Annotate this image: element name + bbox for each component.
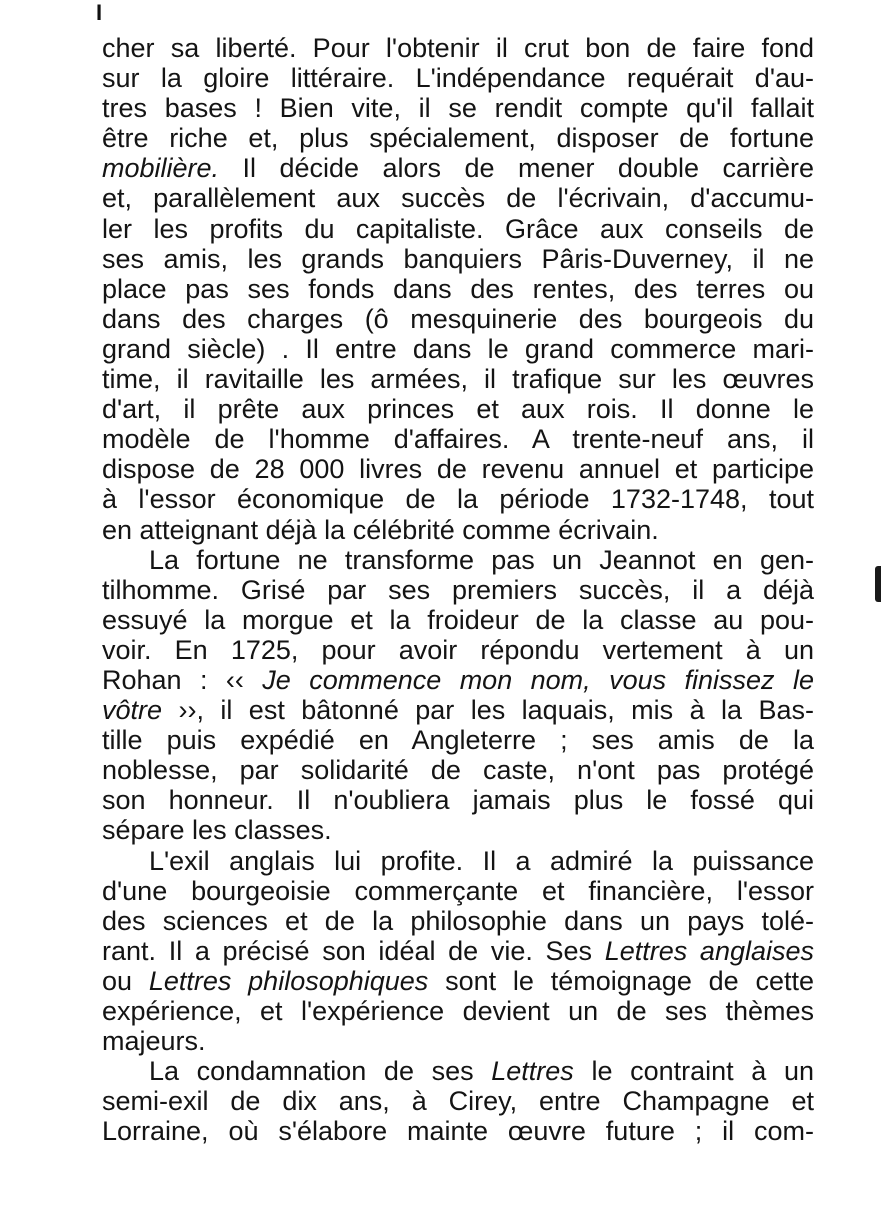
text-line xyxy=(102,63,814,93)
text-line xyxy=(102,906,814,936)
text-run: tres bases ! Bien vite, il se rendit compte qu'il fallait xyxy=(102,93,814,124)
text-line xyxy=(102,454,814,484)
text-run: ses amis, les grands banquiers Pâris-Duverney, il ne xyxy=(102,243,814,274)
italic-text: mobilière. xyxy=(102,153,220,184)
text-run: ou xyxy=(102,965,149,996)
text-line xyxy=(102,725,814,755)
text-line xyxy=(102,424,814,454)
text-line xyxy=(102,785,814,815)
text-line xyxy=(102,876,814,906)
text-run: son honneur. Il n'oubliera jamais plus le fossé qui xyxy=(102,785,814,816)
text-run: dans des charges (ô mesquinerie des bourgeois du xyxy=(102,303,814,334)
text-run: La fortune ne transforme pas un Jeannot en gen- xyxy=(149,544,814,575)
text-run: L'exil anglais lui profite. Il a admiré la puissance xyxy=(149,845,814,876)
text-line xyxy=(102,364,814,394)
text-line xyxy=(102,846,814,876)
text-run: d'art, il prête aux princes et aux rois. Il donne le xyxy=(102,394,814,425)
text-line xyxy=(102,334,814,364)
text-line xyxy=(102,936,814,966)
text-run: Rohan : ‹‹ xyxy=(102,664,263,695)
text-line xyxy=(102,394,814,424)
text-line xyxy=(102,1116,814,1146)
text-run: et, parallèlement aux succès de l'écrivain, d'accumu- xyxy=(102,183,814,214)
text-run: dispose de 28 000 livres de revenu annuel et participe xyxy=(102,454,814,485)
text-line xyxy=(102,1086,814,1116)
text-run: ››, il est bâtonné par les laquais, mis à la Bas- xyxy=(162,695,814,726)
italic-text: Lettres philosophiques xyxy=(148,965,429,996)
text-line xyxy=(102,214,814,244)
text-line xyxy=(102,635,814,665)
text-run: des sciences et de la philosophie dans un pays tolé- xyxy=(102,905,814,936)
text-run: rant. Il a précisé son idéal de vie. Ses xyxy=(102,935,605,966)
text-run: expérience, et l'expérience devient un de ses thèmes xyxy=(102,996,814,1026)
text-line xyxy=(102,605,814,635)
text-run: cher sa liberté. Pour l'obtenir il crut bon de faire fond xyxy=(102,33,814,63)
text-run: semi-exil de dix ans, à Cirey, entre Champagne et xyxy=(102,1086,814,1117)
text-run: time, il ravitaille les armées, il trafique sur les œuvres xyxy=(102,364,814,395)
italic-text: vôtre xyxy=(102,695,163,726)
text-line xyxy=(102,1026,814,1056)
text-line xyxy=(102,545,814,575)
text-line xyxy=(102,274,814,304)
text-line xyxy=(102,93,814,123)
text-run: sur la gloire littéraire. L'indépendance requérait d'au- xyxy=(102,63,814,94)
text-run: majeurs. xyxy=(102,1026,206,1057)
text-line xyxy=(102,33,814,63)
text-run: voir. En 1725, pour avoir répondu vertement à un xyxy=(102,634,814,665)
text-run: La condamnation de ses xyxy=(149,1056,492,1087)
text-line xyxy=(102,755,814,785)
text-line xyxy=(102,484,814,514)
text-run: tille puis expédié en Angleterre ; ses amis de la xyxy=(102,725,814,756)
text-line xyxy=(102,515,814,545)
text-line xyxy=(102,244,814,274)
text-run: d'une bourgeoisie commerçante et financière, l'essor xyxy=(102,875,814,906)
italic-text: Lettres xyxy=(491,1056,574,1087)
text-run: sépare les classes. xyxy=(102,815,332,846)
text-line xyxy=(102,665,814,695)
text-run: essuyé la morgue et la froideur de la classe au pou- xyxy=(102,604,814,635)
text-line xyxy=(102,153,814,183)
text-run: modèle de l'homme d'affaires. A trente-neuf ans, il xyxy=(102,424,814,455)
text-run: sont le témoignage de cette xyxy=(428,965,814,996)
text-line xyxy=(102,966,814,996)
text-run: le contraint à un xyxy=(573,1056,814,1087)
text-line xyxy=(102,1056,814,1086)
text-line xyxy=(102,695,814,725)
text-run: Lorraine, où s'élabore mainte œuvre future ; il com- xyxy=(102,1116,814,1147)
text-run: place pas ses fonds dans des rentes, des terres ou xyxy=(102,273,814,304)
text-run: en atteignant déjà la célébrité comme écrivain. xyxy=(102,514,659,545)
text-line xyxy=(102,996,814,1026)
page-edge-mark xyxy=(875,566,881,602)
italic-text: Je commence mon nom, vous finissez le xyxy=(262,664,814,695)
text-line xyxy=(102,815,814,845)
text-run: Il décide alors de mener double carrière xyxy=(219,153,814,184)
text-run: être riche et, plus spécialement, disposer de fortune xyxy=(102,123,814,154)
page-top-mark: I xyxy=(96,0,103,25)
text-run: tilhomme. Grisé par ses premiers succès, il a déjà xyxy=(102,574,814,605)
text-line xyxy=(102,183,814,213)
body-text xyxy=(102,33,814,1146)
text-line xyxy=(102,123,814,153)
italic-text: Lettres anglaises xyxy=(604,935,815,966)
text-run: noblesse, par solidarité de caste, n'ont pas protégé xyxy=(102,755,814,786)
text-line xyxy=(102,304,814,334)
text-run: ler les profits du capitaliste. Grâce aux conseils de xyxy=(102,213,814,244)
text-run: grand siècle) . Il entre dans le grand commerce mari- xyxy=(102,333,814,364)
text-run: à l'essor économique de la période 1732-1748, tout xyxy=(102,484,814,515)
text-line xyxy=(102,575,814,605)
